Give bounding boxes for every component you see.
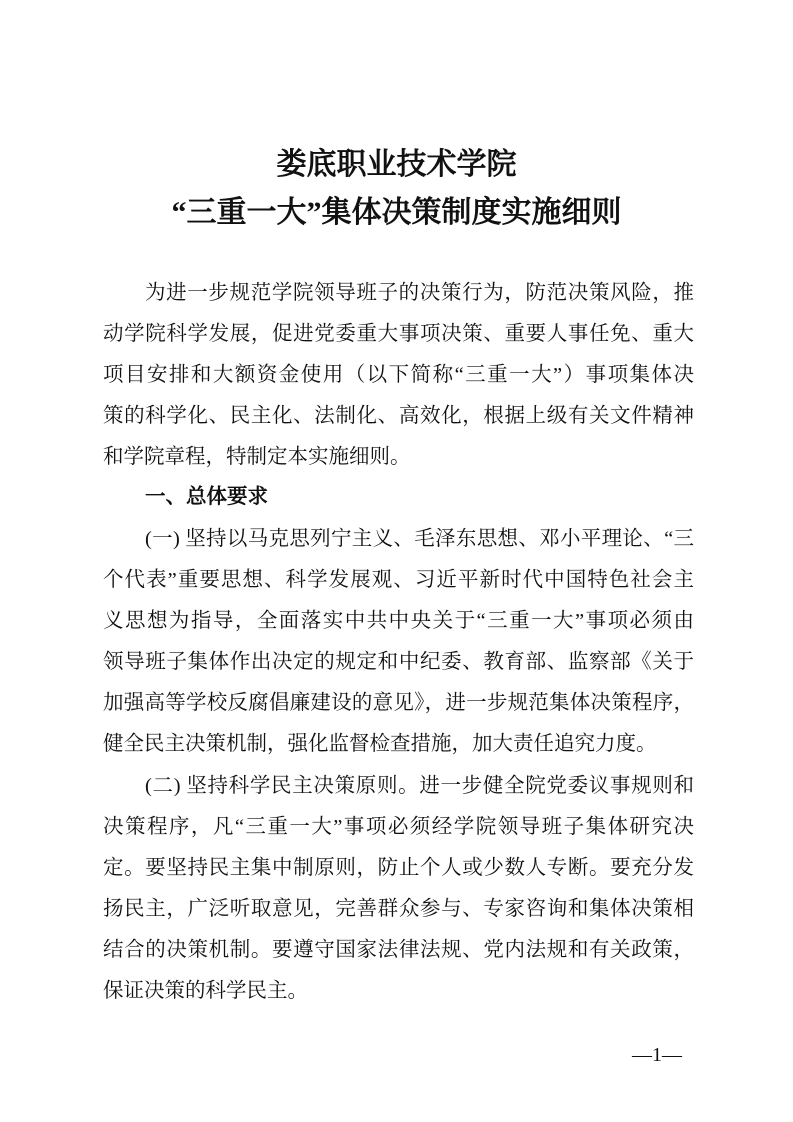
paragraph-line: 保证决策的科学民主。 (103, 980, 308, 1002)
paragraph-line: 个代表”重要思想、科学发展观、习近平新时代中国特色社会主 (103, 569, 694, 591)
paragraph-line: (二) 坚持科学民主决策原则。进一步健全院党委议事规则和 (145, 775, 694, 797)
page-number: —1— (632, 1044, 682, 1066)
document-title-line1: 娄底职业技术学院 (276, 148, 517, 181)
paragraph-line: 结合的决策机制。要遵守国家法律法规、党内法规和有关政策， (103, 939, 694, 961)
paragraph-line: 扬民主，广泛听取意见，完善群众参与、专家咨询和集体决策相 (103, 898, 694, 920)
paragraph-line: 健全民主决策机制，强化监督检查措施，加大责任追究力度。 (103, 733, 657, 755)
paragraph-line: (一) 坚持以马克思列宁主义、毛泽东思想、邓小平理论、“三 (145, 528, 694, 550)
paragraph-line: 项目安排和大额资金使用（以下简称“三重一大”）事项集体决 (103, 364, 694, 386)
paragraph-line: 动学院科学发展，促进党委重大事项决策、重要人事任免、重大 (103, 323, 694, 345)
paragraph-line: 义思想为指导，全面落实中共中央关于“三重一大”事项必须由 (103, 610, 694, 632)
paragraph-line: 和学院章程，特制定本实施细则。 (103, 446, 411, 468)
paragraph-line: 定。要坚持民主集中制原则，防止个人或少数人专断。要充分发 (103, 857, 694, 879)
paragraph-line: 策的科学化、民主化、法制化、高效化，根据上级有关文件精神 (103, 405, 694, 427)
paragraph-line: 加强高等学校反腐倡廉建设的意见》，进一步规范集体决策程序， (103, 692, 694, 714)
paragraph-line: 决策程序，凡“三重一大”事项必须经学院领导班子集体研究决 (103, 816, 694, 838)
document-title-line2: “三重一大”集体决策制度实施细则 (171, 196, 622, 229)
paragraph-line: 为进一步规范学院领导班子的决策行为，防范决策风险，推 (145, 282, 694, 304)
paragraph-line: 领导班子集体作出决定的规定和中纪委、教育部、监察部《关于 (103, 651, 694, 673)
section-heading: 一、总体要求 (145, 486, 268, 508)
